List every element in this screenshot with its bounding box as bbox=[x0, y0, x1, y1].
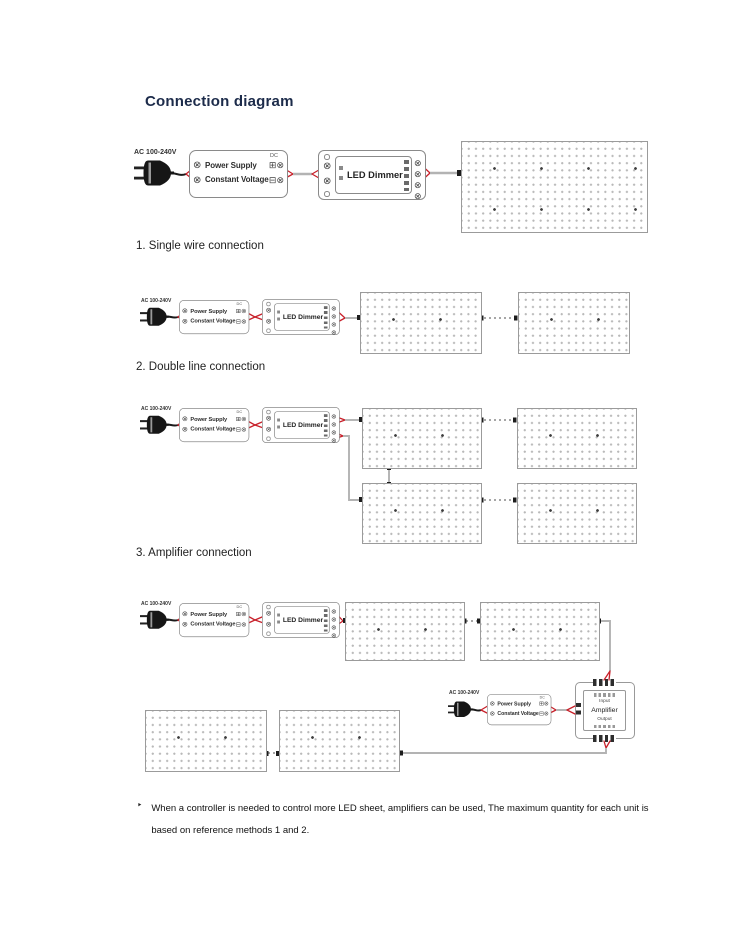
plug-graphic bbox=[140, 306, 169, 328]
power-supply-label bbox=[190, 414, 235, 433]
connector-pins-icon bbox=[277, 614, 280, 626]
power-plug-icon bbox=[448, 700, 473, 719]
dc-minus-terminal-icon: ⊟ bbox=[235, 425, 242, 433]
power-supply-label-line1: Power Supply bbox=[190, 307, 228, 315]
power-supply-label-line1: Power Supply bbox=[190, 415, 228, 423]
ac-voltage-label: AC 100-240V bbox=[449, 690, 480, 696]
power-supply-unit bbox=[179, 300, 249, 334]
screw-terminal-icon: ⊗ bbox=[241, 425, 247, 433]
dc-minus-terminal bbox=[269, 176, 284, 185]
led-dimmer-body bbox=[274, 606, 329, 633]
connector-pins-icon bbox=[324, 609, 328, 631]
screw-terminal-icon: ⊗ bbox=[181, 425, 188, 434]
power-supply-label bbox=[205, 159, 269, 186]
screw-terminal-icon: ⊗ bbox=[489, 700, 496, 708]
note-line2: based on reference methods 1 and 2. bbox=[151, 824, 310, 836]
power-supply-label-line1: Power Supply bbox=[190, 610, 228, 618]
note-text bbox=[151, 798, 648, 841]
screw-terminal-icon: ⊗ bbox=[265, 620, 272, 629]
dc-minus-terminal bbox=[236, 621, 247, 627]
connector-pins-icon bbox=[324, 306, 328, 328]
plug-graphic bbox=[140, 609, 169, 631]
led-sheet bbox=[518, 292, 630, 354]
screw-terminal-icon: ⊗ bbox=[241, 317, 247, 325]
screw-terminal-icon: ⊗ bbox=[181, 317, 188, 326]
dc-minus-terminal bbox=[236, 426, 247, 432]
power-supply-label-line2: Constant Voltage bbox=[190, 620, 236, 627]
screw-terminal-icon: ⊗ bbox=[543, 710, 549, 717]
power-supply-label-line2: Constant Voltage bbox=[190, 317, 236, 324]
section-label-2: 2. Double line connection bbox=[136, 361, 266, 373]
screw-terminal-icon: ⊗ bbox=[323, 161, 332, 172]
amplifier-body bbox=[583, 690, 626, 731]
ac-voltage-label: AC 100-240V bbox=[141, 406, 172, 412]
led-dimmer-label: LED Dimmer bbox=[282, 616, 324, 624]
screw-terminal-icon: ⊗ bbox=[489, 710, 496, 718]
ac-voltage-label: AC 100-240V bbox=[141, 601, 172, 607]
screw-hole-icon bbox=[266, 437, 270, 441]
screw-terminal-icon: ⊗ bbox=[323, 176, 332, 187]
amplifier-unit bbox=[575, 682, 635, 739]
screw-terminal-icon: ⊗ bbox=[331, 607, 337, 615]
dc-plus-terminal-icon: ⊞ bbox=[235, 610, 242, 618]
screw-terminal-icon: ⊗ bbox=[543, 700, 549, 707]
screw-terminal-icon: ⊗ bbox=[331, 312, 337, 320]
screw-terminal-icon: ⊗ bbox=[276, 175, 284, 185]
power-supply-label bbox=[497, 700, 538, 718]
amplifier-label: Amplifier bbox=[591, 707, 618, 714]
power-plug-icon bbox=[140, 609, 169, 631]
screw-terminal-icon: ⊗ bbox=[276, 160, 284, 170]
screw-terminal-icon: ⊗ bbox=[331, 320, 337, 328]
footnote bbox=[137, 798, 649, 841]
screw-terminal-icon: ⊗ bbox=[241, 307, 247, 315]
led-dimmer-label: LED Dimmer bbox=[282, 421, 324, 429]
amp-power-connector-icon bbox=[576, 703, 581, 718]
section-label-3: 3. Amplifier connection bbox=[136, 547, 252, 559]
screw-terminal-icon: ⊗ bbox=[241, 620, 247, 628]
led-dimmer-label: LED Dimmer bbox=[282, 313, 324, 321]
power-supply-label-line1: Power Supply bbox=[205, 161, 257, 170]
dc-label: DC bbox=[236, 410, 243, 415]
led-sheet bbox=[461, 141, 648, 233]
screw-terminal-icon: ⊗ bbox=[241, 610, 247, 618]
amp-input-label: Input bbox=[599, 699, 610, 705]
led-dimmer-body bbox=[335, 156, 412, 194]
screw-terminal-icon: ⊗ bbox=[193, 175, 202, 186]
screw-terminal-icon: ⊗ bbox=[414, 158, 422, 168]
led-sheet bbox=[360, 292, 482, 354]
screw-terminal-icon: ⊗ bbox=[331, 436, 337, 444]
dc-plus-terminal bbox=[236, 416, 247, 422]
dc-minus-terminal bbox=[539, 711, 549, 717]
screw-terminal-icon: ⊗ bbox=[265, 425, 272, 434]
power-supply-unit bbox=[189, 150, 288, 198]
screw-terminal-icon: ⊗ bbox=[331, 615, 337, 623]
screw-hole-icon bbox=[266, 632, 270, 636]
led-sheet bbox=[517, 483, 637, 544]
dc-plus-terminal-icon: ⊞ bbox=[268, 160, 277, 170]
led-dimmer-body bbox=[274, 303, 329, 330]
page-title: Connection diagram bbox=[145, 93, 294, 110]
dc-plus-terminal-icon: ⊞ bbox=[538, 700, 544, 707]
connector-pins-icon bbox=[277, 311, 280, 323]
screw-terminal-icon: ⊗ bbox=[181, 415, 188, 423]
connector-pins-icon bbox=[404, 160, 409, 191]
power-plug-icon bbox=[140, 306, 169, 328]
led-sheet bbox=[345, 602, 465, 661]
ac-voltage-label: AC 100-240V bbox=[134, 149, 177, 156]
screw-terminal-icon: ⊗ bbox=[265, 609, 272, 618]
connector-pins-icon bbox=[594, 693, 616, 697]
connector-pins-icon bbox=[324, 414, 328, 436]
plug-graphic bbox=[134, 158, 174, 188]
dc-minus-terminal-icon: ⊟ bbox=[268, 175, 277, 185]
dc-minus-terminal-icon: ⊟ bbox=[235, 317, 242, 325]
connector-pins-icon bbox=[594, 725, 616, 729]
note-line1: When a controller is needed to control more LED sheet, amplifiers can be used, The maximum quantity for each unit is bbox=[151, 803, 649, 814]
dc-plus-terminal-icon: ⊞ bbox=[235, 307, 242, 315]
screw-terminal-icon: ⊗ bbox=[241, 415, 247, 423]
dc-label: DC bbox=[236, 302, 243, 307]
section-label-1: 1. Single wire connection bbox=[136, 240, 264, 252]
screw-terminal-icon: ⊗ bbox=[193, 160, 202, 171]
screw-terminal-icon: ⊗ bbox=[331, 623, 337, 631]
led-sheet bbox=[145, 710, 267, 772]
led-dimmer-unit bbox=[262, 407, 340, 443]
amp-output-label: Output bbox=[597, 716, 612, 722]
screw-terminal-icon: ⊗ bbox=[414, 169, 422, 179]
power-supply-label bbox=[190, 306, 235, 325]
screw-terminal-icon: ⊗ bbox=[331, 412, 337, 420]
dc-label: DC bbox=[236, 605, 243, 610]
screw-hole-icon bbox=[266, 410, 270, 414]
power-supply-label-line2: Constant Voltage bbox=[205, 174, 269, 184]
led-sheet bbox=[362, 483, 482, 544]
screw-terminal-icon: ⊗ bbox=[414, 191, 422, 201]
led-dimmer-unit bbox=[262, 299, 340, 335]
led-dimmer-label: LED Dimmer bbox=[347, 170, 403, 180]
led-sheet bbox=[517, 408, 637, 469]
amp-output-connector-icon bbox=[593, 735, 616, 742]
led-sheet bbox=[480, 602, 600, 661]
led-sheet bbox=[362, 408, 482, 469]
dc-minus-terminal-icon: ⊟ bbox=[235, 620, 242, 628]
power-supply-label-line1: Power Supply bbox=[497, 701, 532, 707]
screw-hole-icon bbox=[266, 302, 270, 306]
dc-label: DC bbox=[539, 695, 545, 700]
plug-graphic bbox=[448, 700, 473, 719]
dc-plus-terminal bbox=[236, 308, 247, 314]
dc-plus-terminal bbox=[236, 611, 247, 617]
screw-terminal-icon: ⊗ bbox=[331, 328, 337, 336]
screw-terminal-icon: ⊗ bbox=[331, 631, 337, 639]
led-dimmer-unit bbox=[262, 602, 340, 638]
screw-terminal-icon: ⊗ bbox=[265, 317, 272, 326]
connector-pins-icon bbox=[339, 166, 343, 182]
screw-terminal-icon: ⊗ bbox=[331, 420, 337, 428]
power-supply-unit bbox=[179, 603, 249, 637]
dc-plus-terminal bbox=[539, 701, 549, 707]
power-supply-label bbox=[190, 609, 235, 628]
screw-hole-icon bbox=[324, 154, 330, 160]
screw-terminal-icon: ⊗ bbox=[331, 304, 337, 312]
ac-voltage-label: AC 100-240V bbox=[141, 298, 172, 304]
plug-graphic bbox=[140, 414, 169, 436]
power-supply-label-line2: Constant Voltage bbox=[497, 709, 539, 716]
screw-terminal-icon: ⊗ bbox=[181, 307, 188, 315]
dc-plus-terminal-icon: ⊞ bbox=[235, 415, 242, 423]
screw-hole-icon bbox=[266, 329, 270, 333]
power-supply-unit bbox=[487, 694, 551, 725]
power-plug-icon bbox=[134, 158, 174, 188]
led-dimmer-unit bbox=[318, 150, 426, 200]
screw-terminal-icon: ⊗ bbox=[331, 428, 337, 436]
dc-minus-terminal-icon: ⊟ bbox=[538, 710, 544, 717]
screw-terminal-icon: ⊗ bbox=[181, 610, 188, 618]
screw-terminal-icon: ⊗ bbox=[414, 180, 422, 190]
screw-terminal-icon: ⊗ bbox=[265, 306, 272, 315]
dc-minus-terminal bbox=[236, 318, 247, 324]
note-bullet: ‣ bbox=[137, 800, 143, 810]
led-dimmer-body bbox=[274, 411, 329, 438]
led-sheet bbox=[279, 710, 400, 772]
amp-input-connector-icon bbox=[593, 679, 616, 686]
screw-hole-icon bbox=[266, 605, 270, 609]
power-supply-label-line2: Constant Voltage bbox=[190, 425, 236, 432]
connector-pins-icon bbox=[277, 419, 280, 431]
screw-hole-icon bbox=[324, 191, 330, 197]
screw-terminal-icon: ⊗ bbox=[265, 414, 272, 423]
screw-terminal-icon: ⊗ bbox=[181, 620, 188, 629]
power-plug-icon bbox=[140, 414, 169, 436]
power-supply-unit bbox=[179, 408, 249, 442]
dc-label: DC bbox=[270, 153, 278, 159]
dc-plus-terminal bbox=[269, 161, 284, 170]
